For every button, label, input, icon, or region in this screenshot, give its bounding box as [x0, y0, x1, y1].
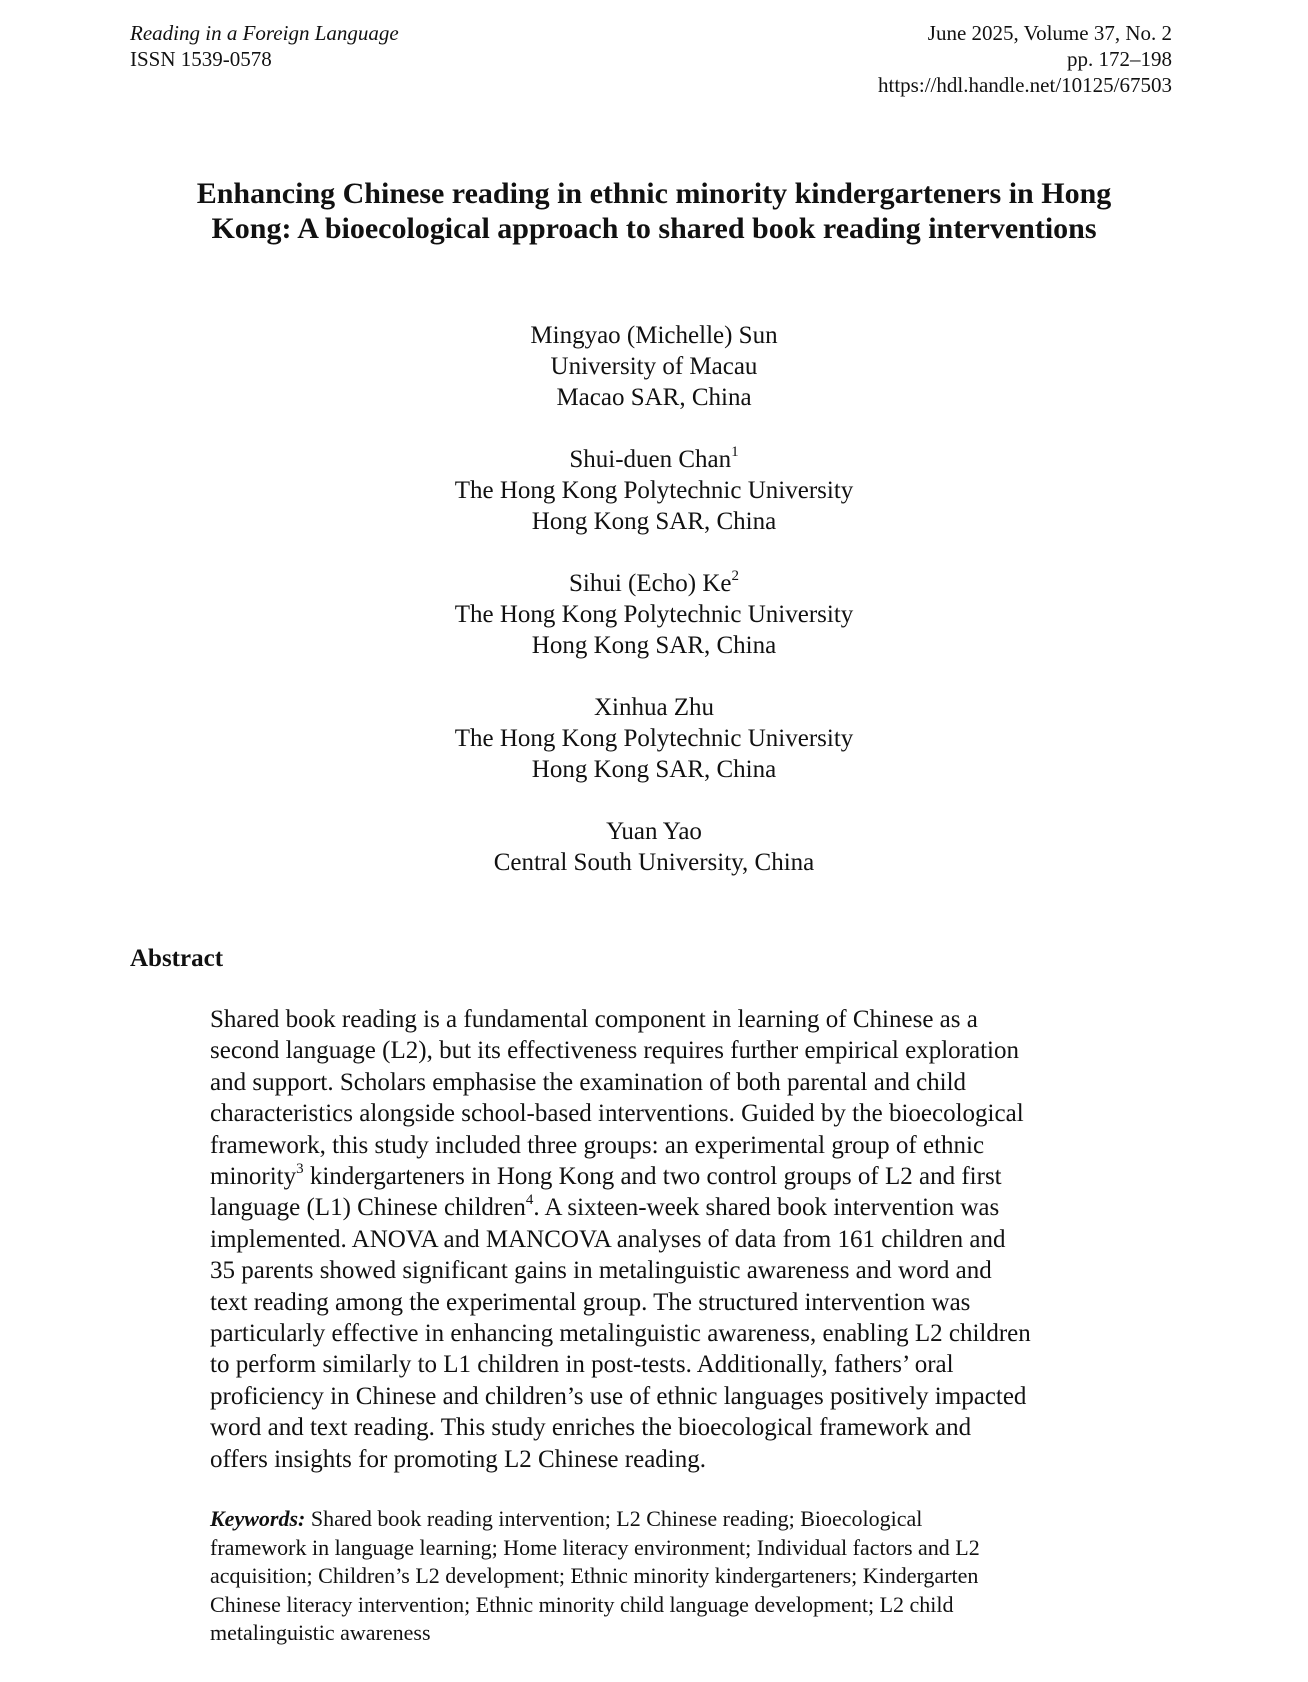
- abstract-line: 35 parents showed significant gains in metalinguistic awareness and word and: [210, 1257, 992, 1285]
- abstract-line: word and text reading. This study enriches the bioecological framework and: [210, 1414, 972, 1442]
- author-list: [0, 320, 1308, 909]
- author-location: Hong Kong SAR, China: [531, 632, 777, 659]
- author-affiliation: The Hong Kong Polytechnic University: [454, 601, 854, 628]
- keywords-line: framework in language learning; Home literacy environment; Individual factors and L2: [210, 1534, 980, 1560]
- issn: ISSN 1539-0578: [130, 47, 272, 71]
- footnote-marker[interactable]: 3: [296, 1160, 304, 1177]
- abstract-line: particularly effective in enhancing metalinguistic awareness, enabling L2 children: [210, 1320, 1031, 1348]
- page-range: pp. 172–198: [1067, 47, 1172, 71]
- abstract-line: second language (L2), but its effectiveness requires further empirical exploration: [210, 1037, 1019, 1065]
- author-location: Macao SAR, China: [556, 384, 752, 411]
- author-name: Xinhua Zhu: [593, 694, 715, 721]
- author-block: [0, 320, 1308, 413]
- footnote-marker[interactable]: 1: [731, 443, 739, 460]
- title-line-2: Kong: A bioecological approach to shared book reading interventions: [211, 212, 1097, 245]
- abstract-line: implemented. ANOVA and MANCOVA analyses of data from 161 children and: [210, 1225, 1006, 1253]
- author-name: Mingyao (Michelle) Sun: [530, 322, 778, 349]
- keywords-line: acquisition; Children’s L2 development; Ethnic minority kindergarteners; Kindergarten: [210, 1563, 979, 1588]
- author-affiliation: The Hong Kong Polytechnic University: [454, 725, 854, 752]
- running-header-right: [878, 20, 1172, 98]
- abstract-line: framework, this study included three groups: an experimental group of ethnic: [210, 1131, 985, 1159]
- footnote-marker[interactable]: 2: [731, 567, 739, 584]
- author-block: [0, 816, 1308, 878]
- author-affiliation: Central South University, China: [493, 849, 815, 876]
- author-affiliation: University of Macau: [550, 353, 758, 380]
- running-header-left: [130, 20, 399, 72]
- author-location: Hong Kong SAR, China: [531, 756, 777, 783]
- author-name: Yuan Yao: [606, 818, 702, 845]
- footnote-marker[interactable]: 4: [525, 1192, 534, 1209]
- abstract-line: offers insights for promoting L2 Chinese reading.: [210, 1445, 706, 1473]
- abstract-line: and support. Scholars emphasise the examination of both parental and child: [210, 1068, 967, 1096]
- journal-name: Reading in a Foreign Language: [130, 21, 399, 45]
- keywords: [210, 1505, 980, 1648]
- abstract-line: language (L1) Chinese children$^4$. A sixteen-week shared book intervention was: [210, 1192, 1000, 1222]
- handle-link[interactable]: https://hdl.handle.net/10125/67503: [878, 73, 1172, 97]
- abstract-line: proficiency in Chinese and children’s use of ethnic languages positively impacted: [210, 1382, 1027, 1410]
- author-name: Shui-duen Chan$^1$: [569, 443, 739, 473]
- abstract-heading: Abstract: [130, 945, 224, 972]
- abstract-line: Shared book reading is a fundamental component in learning of Chinese as a: [210, 1006, 978, 1033]
- keywords-line: metalinguistic awareness: [210, 1620, 431, 1645]
- keywords-line: Keywords: Shared book reading intervention; L2 Chinese reading; Bioecological: [210, 1506, 923, 1531]
- author-block: [0, 568, 1308, 661]
- abstract-line: text reading among the experimental group. The structured intervention was: [210, 1288, 971, 1316]
- title-line-1: Enhancing Chinese reading in ethnic minority kindergarteners in Hong: [196, 177, 1112, 210]
- paper-title: [0, 176, 1308, 246]
- abstract-line: characteristics alongside school-based interventions. Guided by the bioecological: [210, 1100, 1024, 1128]
- author-block: [0, 692, 1308, 785]
- author-block: [0, 444, 1308, 537]
- author-name: Sihui (Echo) Ke$^2$: [569, 567, 739, 597]
- keywords-line: Chinese literacy intervention; Ethnic minority child language development; L2 child: [210, 1591, 954, 1617]
- keywords-label: Keywords:: [210, 1506, 306, 1531]
- author-affiliation: The Hong Kong Polytechnic University: [454, 477, 854, 504]
- issue-info: June 2025, Volume 37, No. 2: [927, 21, 1172, 45]
- abstract-body: [210, 1004, 1031, 1475]
- abstract-line: minority$^3$ kindergarteners in Hong Kong and two control groups of L2 and first: [210, 1160, 1002, 1191]
- author-location: Hong Kong SAR, China: [531, 508, 777, 535]
- abstract-line: to perform similarly to L1 children in post-tests. Additionally, fathers’ oral: [210, 1351, 954, 1379]
